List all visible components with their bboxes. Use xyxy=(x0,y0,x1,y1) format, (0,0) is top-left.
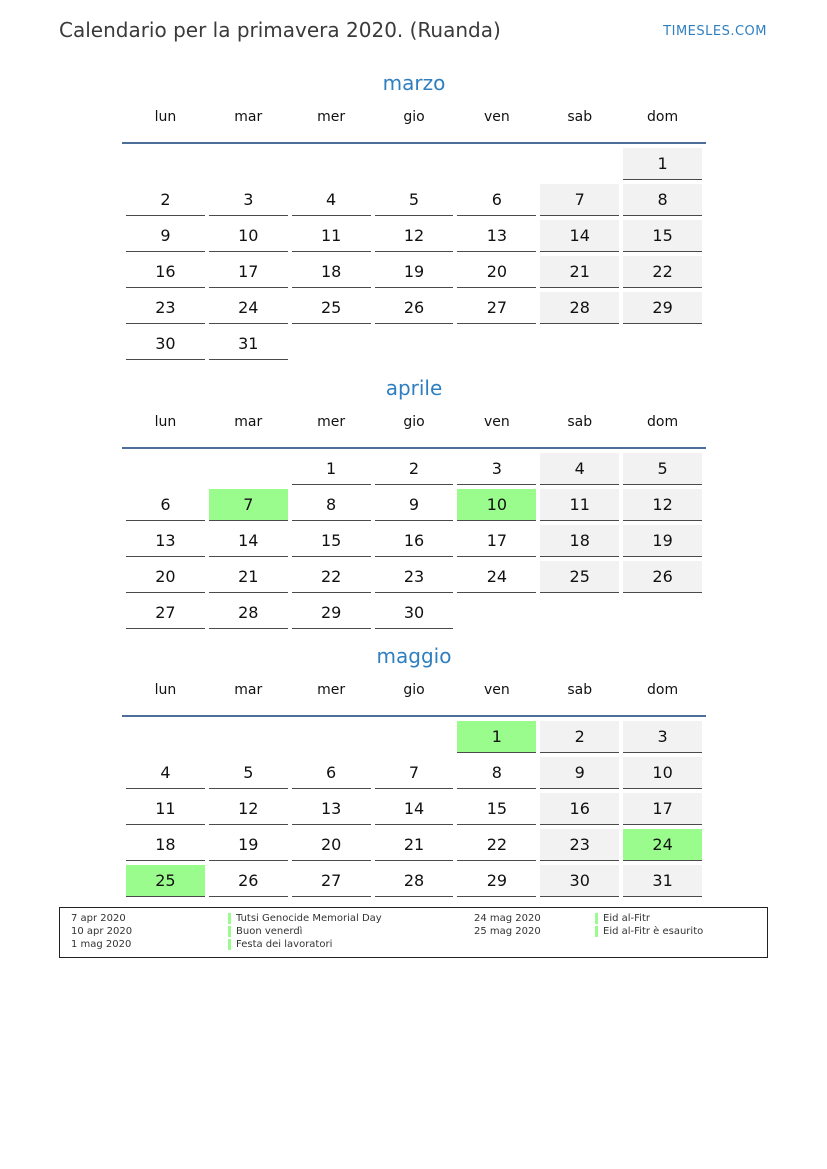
day-cell[interactable]: 14 xyxy=(540,220,619,252)
empty-cell xyxy=(540,597,619,628)
day-cell[interactable]: 18 xyxy=(126,829,205,861)
day-cell[interactable]: 9 xyxy=(126,220,205,252)
day-cell[interactable]: 29 xyxy=(457,865,536,897)
legend-holiday-name: Eid al-Fitr xyxy=(603,913,650,924)
week-row xyxy=(122,525,706,561)
day-cell[interactable]: 8 xyxy=(292,489,371,521)
day-cell[interactable]: 4 xyxy=(126,757,205,789)
day-cell[interactable]: 30 xyxy=(126,328,205,360)
week-row xyxy=(122,829,706,865)
week-row xyxy=(122,757,706,793)
day-cell[interactable]: 11 xyxy=(540,489,619,521)
day-cell[interactable]: 7 xyxy=(209,489,288,521)
day-cell[interactable]: 19 xyxy=(375,256,454,288)
weekday-label: mer xyxy=(317,414,346,430)
weekday-label: sab xyxy=(567,109,593,125)
weeks-grid xyxy=(122,449,706,633)
weekday-header xyxy=(122,413,706,449)
empty-cell xyxy=(457,148,536,179)
day-cell[interactable]: 15 xyxy=(623,220,702,252)
day-cell[interactable]: 22 xyxy=(292,561,371,593)
day-cell[interactable]: 31 xyxy=(623,865,702,897)
day-cell[interactable]: 21 xyxy=(209,561,288,593)
day-cell[interactable]: 21 xyxy=(540,256,619,288)
weekday-label: gio xyxy=(403,682,425,698)
empty-cell xyxy=(126,721,205,752)
legend-color-marker xyxy=(595,913,598,924)
week-row xyxy=(122,292,706,328)
week-row xyxy=(122,184,706,220)
day-cell[interactable]: 10 xyxy=(209,220,288,252)
empty-cell xyxy=(457,328,536,359)
empty-cell xyxy=(126,148,205,179)
weekday-label: sab xyxy=(567,414,593,430)
day-cell[interactable]: 9 xyxy=(375,489,454,521)
day-cell[interactable]: 26 xyxy=(623,561,702,593)
empty-cell xyxy=(540,328,619,359)
day-cell[interactable]: 25 xyxy=(540,561,619,593)
day-cell[interactable]: 14 xyxy=(375,793,454,825)
day-cell[interactable]: 27 xyxy=(292,865,371,897)
day-cell[interactable]: 23 xyxy=(126,292,205,324)
day-cell[interactable]: 16 xyxy=(126,256,205,288)
weekday-label: dom xyxy=(647,682,679,698)
day-cell[interactable]: 13 xyxy=(457,220,536,252)
day-cell[interactable]: 6 xyxy=(457,184,536,216)
weekday-header xyxy=(122,681,706,717)
day-cell[interactable]: 18 xyxy=(540,525,619,557)
day-cell[interactable]: 30 xyxy=(375,597,454,629)
day-cell[interactable]: 19 xyxy=(623,525,702,557)
month-title: maggio xyxy=(376,644,452,668)
day-cell[interactable]: 23 xyxy=(540,829,619,861)
holiday-legend xyxy=(59,907,768,958)
day-cell[interactable]: 18 xyxy=(292,256,371,288)
day-cell[interactable]: 6 xyxy=(126,489,205,521)
weekday-label: mar xyxy=(234,109,263,125)
day-cell[interactable]: 27 xyxy=(126,597,205,629)
day-cell[interactable]: 9 xyxy=(540,757,619,789)
weekday-label: lun xyxy=(154,414,177,430)
legend-color-marker xyxy=(228,913,231,924)
day-cell[interactable]: 8 xyxy=(457,757,536,789)
month-may xyxy=(122,641,706,901)
legend-holiday-name: Festa dei lavoratori xyxy=(236,939,333,950)
day-cell[interactable]: 5 xyxy=(375,184,454,216)
day-cell[interactable]: 22 xyxy=(623,256,702,288)
day-cell[interactable]: 13 xyxy=(126,525,205,557)
legend-date: 10 apr 2020 xyxy=(71,926,133,937)
day-cell[interactable]: 11 xyxy=(126,793,205,825)
week-row xyxy=(122,328,706,364)
day-cell[interactable]: 15 xyxy=(457,793,536,825)
day-cell[interactable]: 28 xyxy=(375,865,454,897)
day-cell[interactable]: 20 xyxy=(292,829,371,861)
day-cell[interactable]: 6 xyxy=(292,757,371,789)
weekday-label: lun xyxy=(154,682,177,698)
day-cell[interactable]: 17 xyxy=(209,256,288,288)
week-row xyxy=(122,793,706,829)
day-cell[interactable]: 24 xyxy=(209,292,288,324)
day-cell[interactable]: 5 xyxy=(209,757,288,789)
month-title: aprile xyxy=(385,376,443,400)
day-cell[interactable]: 20 xyxy=(457,256,536,288)
weekday-label: gio xyxy=(403,414,425,430)
weeks-grid xyxy=(122,717,706,901)
day-cell[interactable]: 21 xyxy=(375,829,454,861)
day-cell[interactable]: 3 xyxy=(623,721,702,753)
week-row xyxy=(122,220,706,256)
day-cell[interactable]: 1 xyxy=(457,721,536,753)
day-cell[interactable]: 25 xyxy=(126,865,205,897)
day-cell[interactable]: 31 xyxy=(209,328,288,360)
day-cell[interactable]: 23 xyxy=(375,561,454,593)
day-cell[interactable]: 12 xyxy=(623,489,702,521)
empty-cell xyxy=(623,328,702,359)
day-cell[interactable]: 17 xyxy=(457,525,536,557)
weekday-label: ven xyxy=(483,109,510,125)
day-cell[interactable]: 1 xyxy=(292,453,371,485)
day-cell[interactable]: 29 xyxy=(623,292,702,324)
legend-date: 25 mag 2020 xyxy=(474,926,541,937)
brand-link[interactable]: TIMESLES.COM xyxy=(663,24,767,39)
month-march xyxy=(122,68,706,364)
day-cell[interactable]: 30 xyxy=(540,865,619,897)
weekday-label: ven xyxy=(483,414,510,430)
empty-cell xyxy=(540,148,619,179)
empty-cell xyxy=(209,453,288,484)
day-cell[interactable]: 11 xyxy=(292,220,371,252)
day-cell[interactable]: 16 xyxy=(375,525,454,557)
legend-date: 1 mag 2020 xyxy=(71,939,132,950)
weekday-label: dom xyxy=(647,109,679,125)
week-row xyxy=(122,865,706,901)
weekday-label: ven xyxy=(483,682,510,698)
day-cell[interactable]: 12 xyxy=(209,793,288,825)
day-cell[interactable]: 28 xyxy=(540,292,619,324)
day-cell[interactable]: 8 xyxy=(623,184,702,216)
weekday-label: sab xyxy=(567,682,593,698)
weekday-label: dom xyxy=(647,414,679,430)
day-cell[interactable]: 22 xyxy=(457,829,536,861)
day-cell[interactable]: 7 xyxy=(540,184,619,216)
week-row xyxy=(122,256,706,292)
weekday-header xyxy=(122,108,706,144)
empty-cell xyxy=(375,328,454,359)
empty-cell xyxy=(623,597,702,628)
week-row xyxy=(122,721,706,757)
weekday-label: lun xyxy=(154,109,177,125)
day-cell[interactable]: 28 xyxy=(209,597,288,629)
page-title: Calendario per la primavera 2020. (Ruanda) xyxy=(59,18,501,42)
day-cell[interactable]: 29 xyxy=(292,597,371,629)
empty-cell xyxy=(375,721,454,752)
day-cell[interactable]: 2 xyxy=(540,721,619,753)
legend-color-marker xyxy=(228,939,231,950)
day-cell[interactable]: 14 xyxy=(209,525,288,557)
week-row xyxy=(122,489,706,525)
week-row xyxy=(122,561,706,597)
day-cell[interactable]: 16 xyxy=(540,793,619,825)
day-cell[interactable]: 20 xyxy=(126,561,205,593)
day-cell[interactable]: 24 xyxy=(457,561,536,593)
day-cell[interactable]: 4 xyxy=(540,453,619,485)
month-april xyxy=(122,373,706,633)
weekday-label: gio xyxy=(403,109,425,125)
day-cell[interactable]: 10 xyxy=(457,489,536,521)
week-row xyxy=(122,453,706,489)
month-title: marzo xyxy=(382,71,446,95)
legend-holiday-name: Eid al-Fitr è esaurito xyxy=(603,926,704,937)
day-cell[interactable]: 24 xyxy=(623,829,702,861)
day-cell[interactable]: 3 xyxy=(457,453,536,485)
weekday-label: mer xyxy=(317,109,346,125)
day-cell[interactable]: 27 xyxy=(457,292,536,324)
empty-cell xyxy=(457,597,536,628)
empty-cell xyxy=(292,721,371,752)
day-cell[interactable]: 7 xyxy=(375,757,454,789)
weekday-label: mar xyxy=(234,414,263,430)
day-cell[interactable]: 1 xyxy=(623,148,702,180)
empty-cell xyxy=(292,328,371,359)
empty-cell xyxy=(209,148,288,179)
legend-color-marker xyxy=(595,926,598,937)
empty-cell xyxy=(126,453,205,484)
legend-date: 7 apr 2020 xyxy=(71,913,126,924)
day-cell[interactable]: 17 xyxy=(623,793,702,825)
week-row xyxy=(122,597,706,633)
day-cell[interactable]: 26 xyxy=(209,865,288,897)
weekday-label: mer xyxy=(317,682,346,698)
legend-holiday-name: Tutsi Genocide Memorial Day xyxy=(236,913,382,924)
weekday-label: mar xyxy=(234,682,263,698)
day-cell[interactable]: 3 xyxy=(209,184,288,216)
day-cell[interactable]: 5 xyxy=(623,453,702,485)
empty-cell xyxy=(292,148,371,179)
empty-cell xyxy=(209,721,288,752)
day-cell[interactable]: 4 xyxy=(292,184,371,216)
day-cell[interactable]: 26 xyxy=(375,292,454,324)
day-cell[interactable]: 2 xyxy=(375,453,454,485)
legend-date: 24 mag 2020 xyxy=(474,913,541,924)
empty-cell xyxy=(375,148,454,179)
day-cell[interactable]: 13 xyxy=(292,793,371,825)
weeks-grid xyxy=(122,144,706,364)
day-cell[interactable]: 2 xyxy=(126,184,205,216)
day-cell[interactable]: 12 xyxy=(375,220,454,252)
day-cell[interactable]: 25 xyxy=(292,292,371,324)
legend-holiday-name: Buon venerdì xyxy=(236,926,303,937)
day-cell[interactable]: 10 xyxy=(623,757,702,789)
legend-color-marker xyxy=(228,926,231,937)
week-row xyxy=(122,148,706,184)
day-cell[interactable]: 19 xyxy=(209,829,288,861)
day-cell[interactable]: 15 xyxy=(292,525,371,557)
